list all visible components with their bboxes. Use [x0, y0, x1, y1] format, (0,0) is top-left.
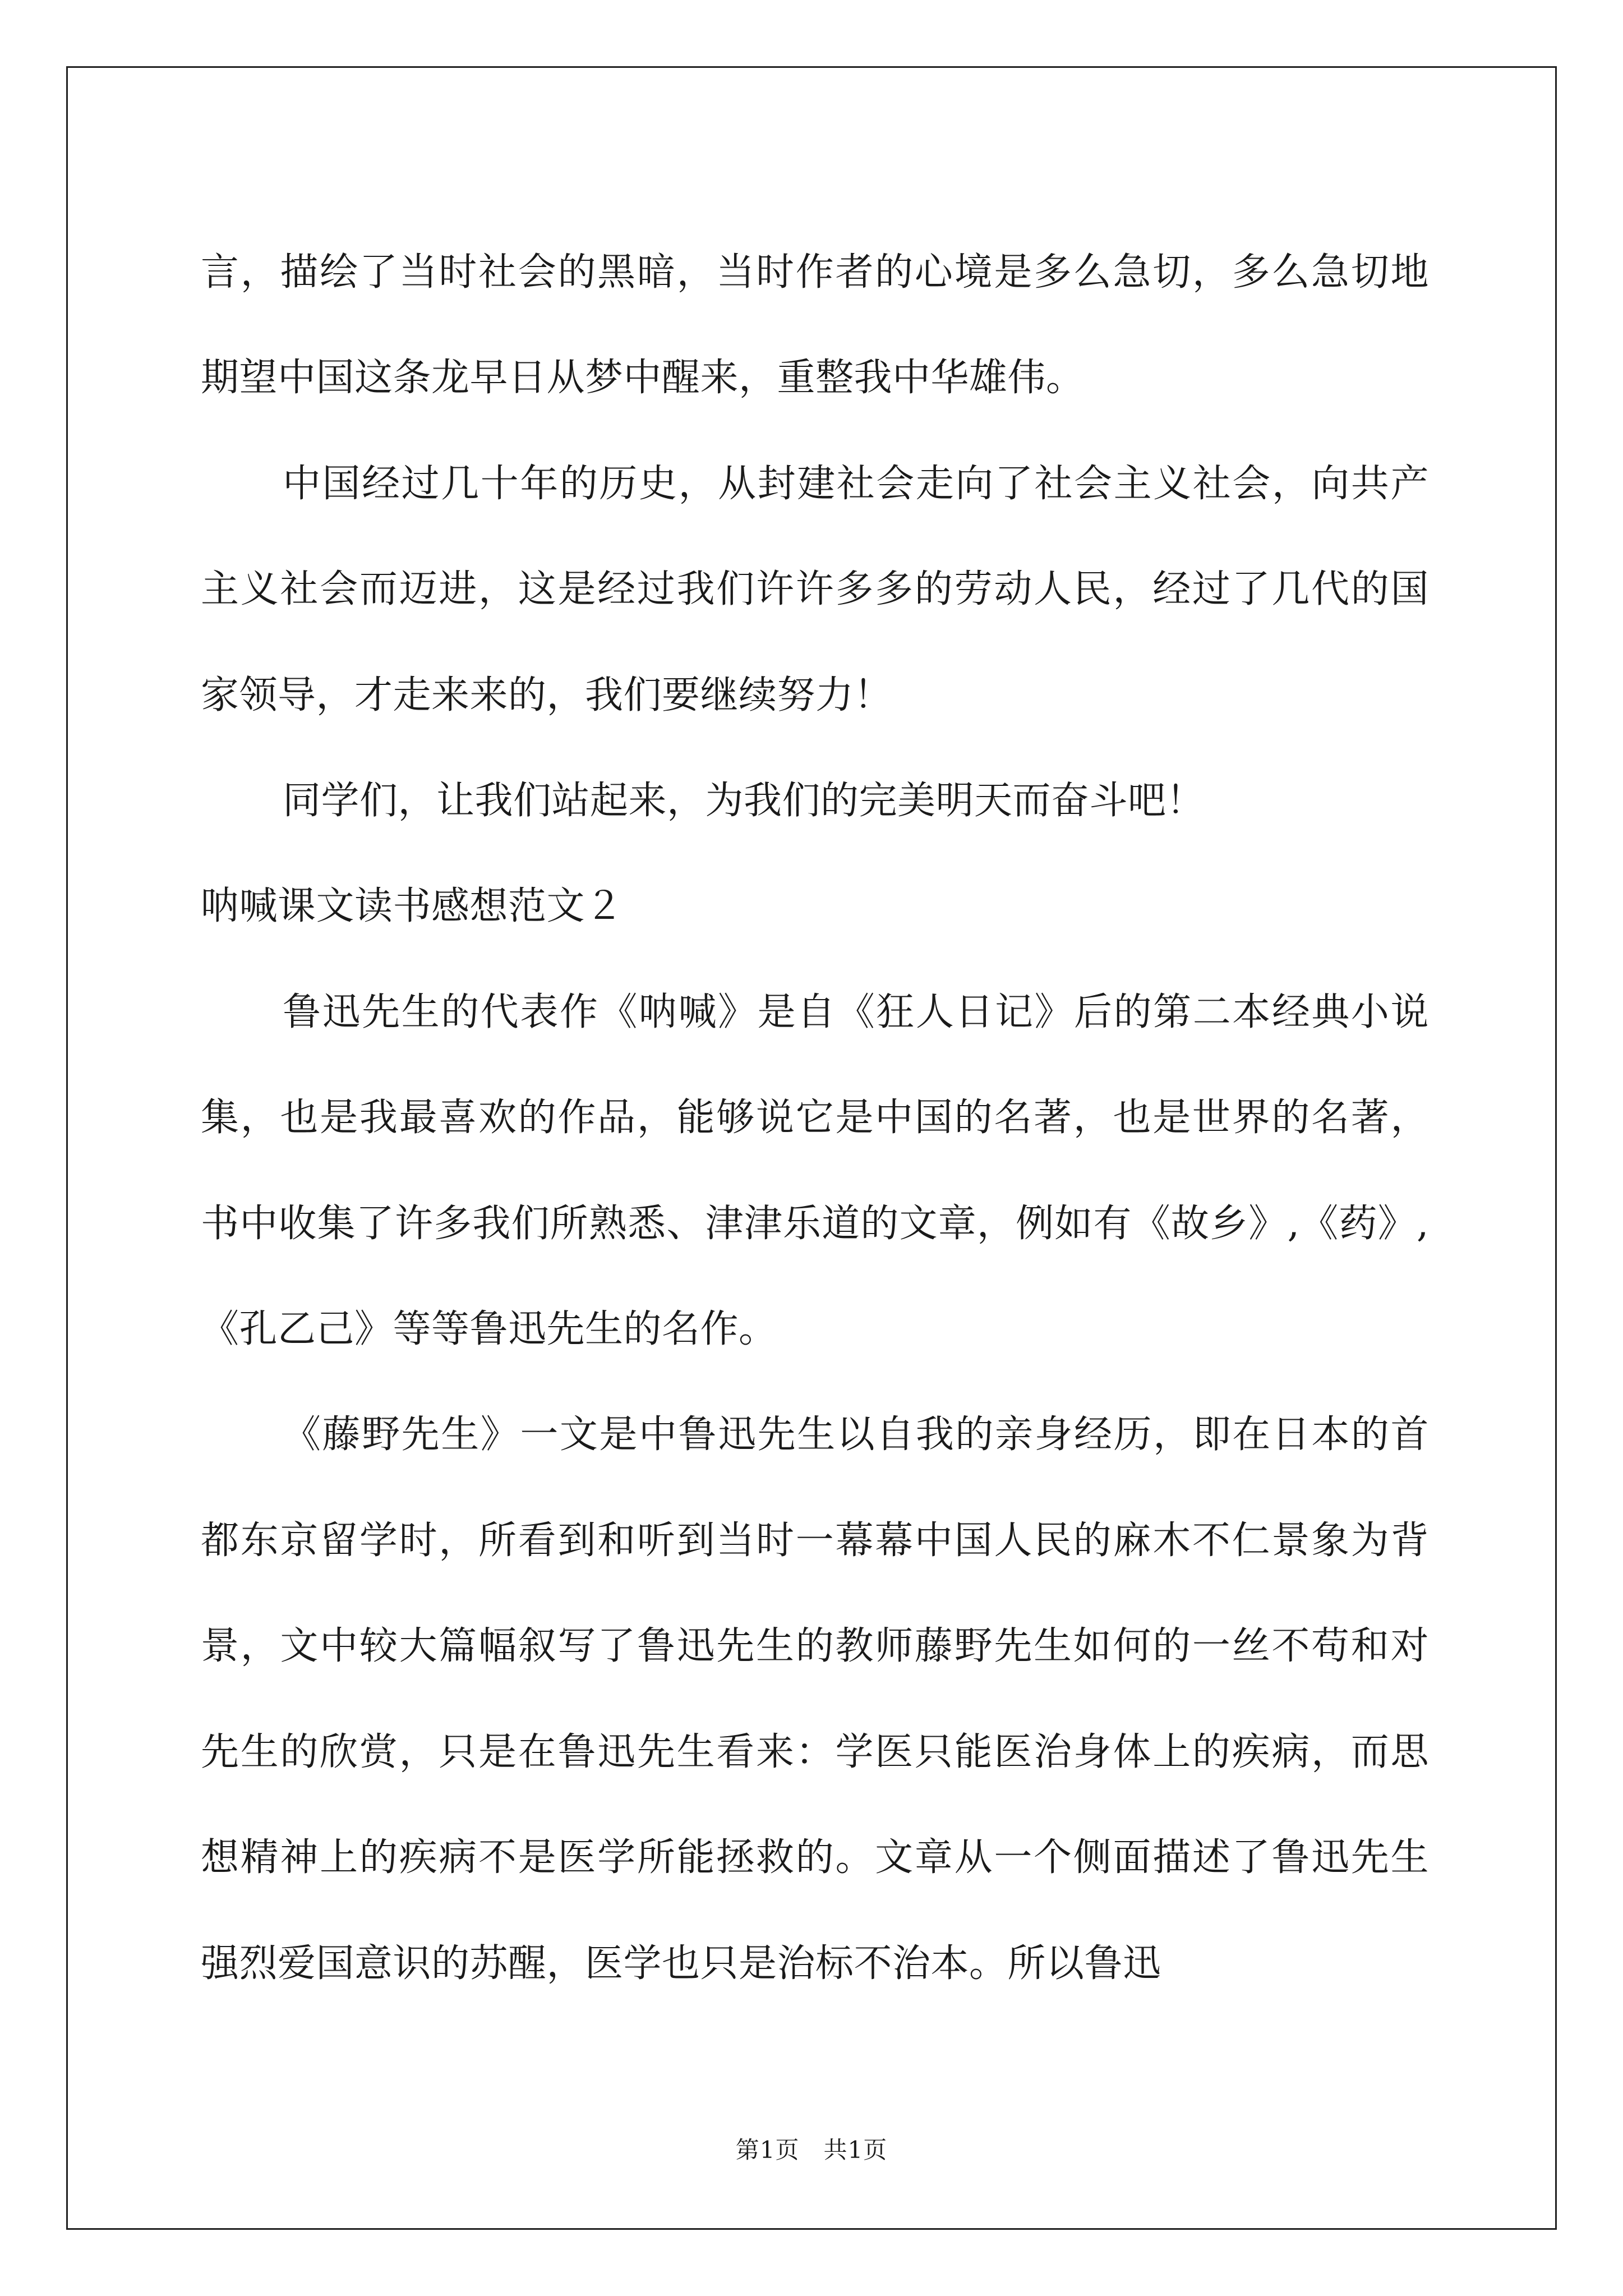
page-number-footer: 第1页 共1页 — [735, 2136, 888, 2164]
document-body — [201, 220, 1429, 2017]
paragraph-history: 中国经过几十年的历史，从封建社会走向了社会主义社会，向共产主义社会而迈进，这是经过我们许许多多的劳动人民，经过了几代的国家领导，才走来来的，我们要继续努力！ — [201, 461, 1429, 717]
paragraph-fujino: 《藤野先生》一文是中鲁迅先生以自我的亲身经历，即在日本的首都东京留学时，所看到和听到当时一幕幕中国人民的麻木不仁景象为背景，文中较大篇幅叙写了鲁迅先生的教师藤野先生如何的一丝不苟和对先生的欣赏，只是在鲁迅先生看来：学医只能医治身体上的疾病，而思想精神上的疾病不是医学所能拯救的。文章从一个侧面描述了鲁迅先生强烈爱国意识的苏醒，医学也只是治标不治本。所以鲁迅 — [201, 1412, 1429, 1986]
paragraph-continuation: 言，描绘了当时社会的黑暗，当时作者的心境是多么急切，多么急切地期望中国这条龙早日从梦中醒来，重整我中华雄伟。 — [201, 250, 1429, 401]
section-title: 呐喊课文读书感想范文２ — [201, 884, 624, 929]
paragraph-call-to-action: 同学们，让我们站起来，为我们的完美明天而奋斗吧！ — [283, 779, 1205, 823]
paragraph-nahan-intro: 鲁迅先生的代表作《呐喊》是自《狂人日记》后的第二本经典小说集，也是我最喜欢的作品，能够说它是中国的名著，也是世界的名著，书中收集了许多我们所熟悉、津津乐道的文章，例如有《故乡》,《药》,《孔乙己》等等鲁迅先生的名作。 — [201, 990, 1429, 1352]
